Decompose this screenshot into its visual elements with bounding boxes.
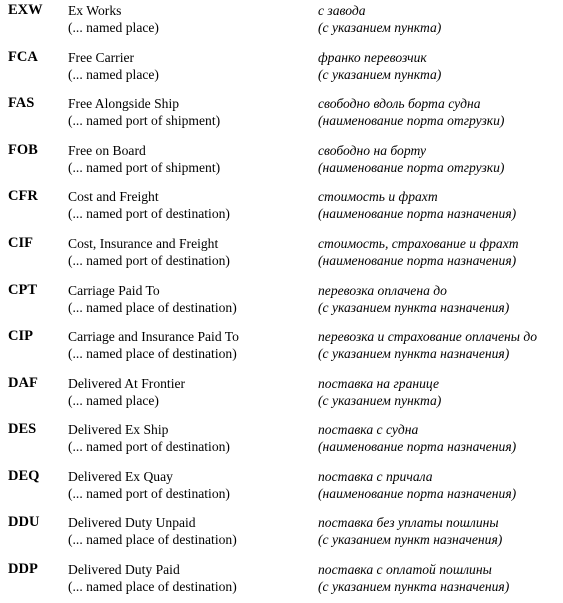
term-row-ddu [0, 514, 563, 554]
term-english-name: Carriage and Insurance Paid To [68, 329, 239, 344]
term-english-name: Carriage Paid To [68, 283, 160, 298]
term-russian-name: поставка без уплаты пошлины [318, 515, 499, 530]
term-english [68, 282, 237, 316]
term-russian [318, 235, 519, 269]
term-english-name: Delivered Duty Paid [68, 562, 180, 577]
term-russian-detail: (наименование порта назначения) [318, 253, 517, 268]
term-english-name: Ex Works [68, 3, 122, 18]
term-row-exw [0, 2, 563, 42]
term-english-name: Delivered At Frontier [68, 376, 186, 391]
term-russian-name: поставка с судна [318, 422, 419, 437]
term-russian [318, 2, 441, 36]
term-english-name: Free Alongside Ship [68, 96, 180, 111]
term-code: DDU [8, 514, 40, 530]
term-english [68, 375, 185, 409]
term-english-detail: (... named port of destination) [68, 486, 230, 501]
term-russian-detail: (с указанием пункта назначения) [318, 579, 510, 594]
term-russian-name: стоимость, страхование и фрахт [318, 236, 519, 251]
term-english-detail: (... named port of shipment) [68, 160, 221, 175]
term-russian-name: поставка на границе [318, 376, 440, 391]
term-row-fob [0, 142, 563, 182]
term-english [68, 514, 237, 548]
term-code: CIF [8, 235, 33, 251]
term-english-name: Cost, Insurance and Freight [68, 236, 219, 251]
term-code: CFR [8, 188, 38, 204]
term-russian [318, 561, 509, 595]
term-english-detail: (... named place of destination) [68, 346, 237, 361]
term-russian-detail: (с указанием пункта) [318, 20, 442, 35]
term-russian-detail: (наименование порта отгрузки) [318, 113, 505, 128]
term-english-detail: (... named port of destination) [68, 253, 230, 268]
term-code: DES [8, 421, 37, 437]
term-english-detail: (... named place) [68, 67, 159, 82]
term-russian-detail: (наименование порта назначения) [318, 206, 517, 221]
term-english [68, 142, 220, 176]
term-russian-detail: (наименование порта назначения) [318, 439, 517, 454]
term-english-name: Free on Board [68, 143, 146, 158]
term-row-fca [0, 49, 563, 89]
term-row-cfr [0, 188, 563, 228]
term-russian-name: с завода [318, 3, 366, 18]
term-russian [318, 328, 537, 362]
term-russian [318, 468, 516, 502]
term-russian [318, 282, 509, 316]
term-russian [318, 142, 504, 176]
term-code: FOB [8, 142, 38, 158]
term-row-fas [0, 95, 563, 135]
term-english [68, 468, 230, 502]
term-english-name: Cost and Freight [68, 189, 159, 204]
term-english-detail: (... named port of destination) [68, 206, 230, 221]
term-english [68, 95, 220, 129]
term-row-deq [0, 468, 563, 508]
term-code: DEQ [8, 468, 40, 484]
term-russian-name: поставка с причала [318, 469, 433, 484]
term-russian-name: стоимость и фрахт [318, 189, 438, 204]
term-russian-name: свободно вдоль борта судна [318, 96, 481, 111]
term-english-detail: (... named place of destination) [68, 300, 237, 315]
term-code: FAS [8, 95, 35, 111]
term-russian-name: перевозка и страхование оплачены до [318, 329, 538, 344]
term-russian-name: поставка с оплатой пошлины [318, 562, 492, 577]
term-russian [318, 421, 516, 455]
term-russian [318, 514, 502, 548]
term-english [68, 328, 239, 362]
term-russian [318, 49, 441, 83]
term-russian-name: франко перевозчик [318, 50, 427, 65]
term-russian-detail: (с указанием пункта назначения) [318, 346, 510, 361]
term-row-des [0, 421, 563, 461]
term-english-detail: (... named place of destination) [68, 532, 237, 547]
term-english-detail: (... named place) [68, 20, 159, 35]
term-row-cip [0, 328, 563, 368]
term-russian-name: свободно на борту [318, 143, 426, 158]
term-russian-name: перевозка оплачена до [318, 283, 447, 298]
term-english [68, 49, 159, 83]
term-english [68, 2, 159, 36]
term-english-detail: (... named port of shipment) [68, 113, 221, 128]
term-code: DDP [8, 561, 38, 577]
term-english [68, 235, 230, 269]
term-code: CPT [8, 282, 37, 298]
term-russian [318, 375, 441, 409]
term-english-name: Delivered Ex Ship [68, 422, 169, 437]
term-russian-detail: (с указанием пункта назначения) [318, 300, 510, 315]
term-russian-detail: (наименование порта назначения) [318, 486, 517, 501]
term-english [68, 188, 230, 222]
term-row-cif [0, 235, 563, 275]
term-code: EXW [8, 2, 43, 18]
term-code: DAF [8, 375, 38, 391]
term-row-ddp [0, 561, 563, 601]
term-english-name: Delivered Duty Unpaid [68, 515, 196, 530]
term-russian-detail: (с указанием пункта) [318, 67, 442, 82]
term-english-name: Free Carrier [68, 50, 135, 65]
term-english-detail: (... named place of destination) [68, 579, 237, 594]
term-code: CIP [8, 328, 33, 344]
term-english-detail: (... named place) [68, 393, 159, 408]
term-russian [318, 188, 516, 222]
term-russian-detail: (с указанием пункта) [318, 393, 442, 408]
term-row-daf [0, 375, 563, 415]
term-english-detail: (... named port of destination) [68, 439, 230, 454]
term-english [68, 421, 230, 455]
term-russian-detail: (с указанием пункт назначения) [318, 532, 503, 547]
term-english-name: Delivered Ex Quay [68, 469, 173, 484]
term-russian-detail: (наименование порта отгрузки) [318, 160, 505, 175]
term-english [68, 561, 237, 595]
term-code: FCA [8, 49, 38, 65]
term-russian [318, 95, 504, 129]
term-row-cpt [0, 282, 563, 322]
